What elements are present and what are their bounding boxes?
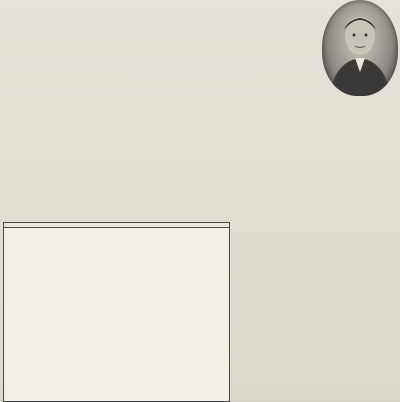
banner-title (0, 0, 240, 8)
left-article-column (3, 13, 228, 213)
portrait-icon (322, 0, 398, 96)
soldier-portrait-photo (322, 0, 398, 96)
right-article-column (232, 0, 398, 400)
enemy-targets-table (3, 222, 230, 402)
table-title (4, 223, 229, 228)
